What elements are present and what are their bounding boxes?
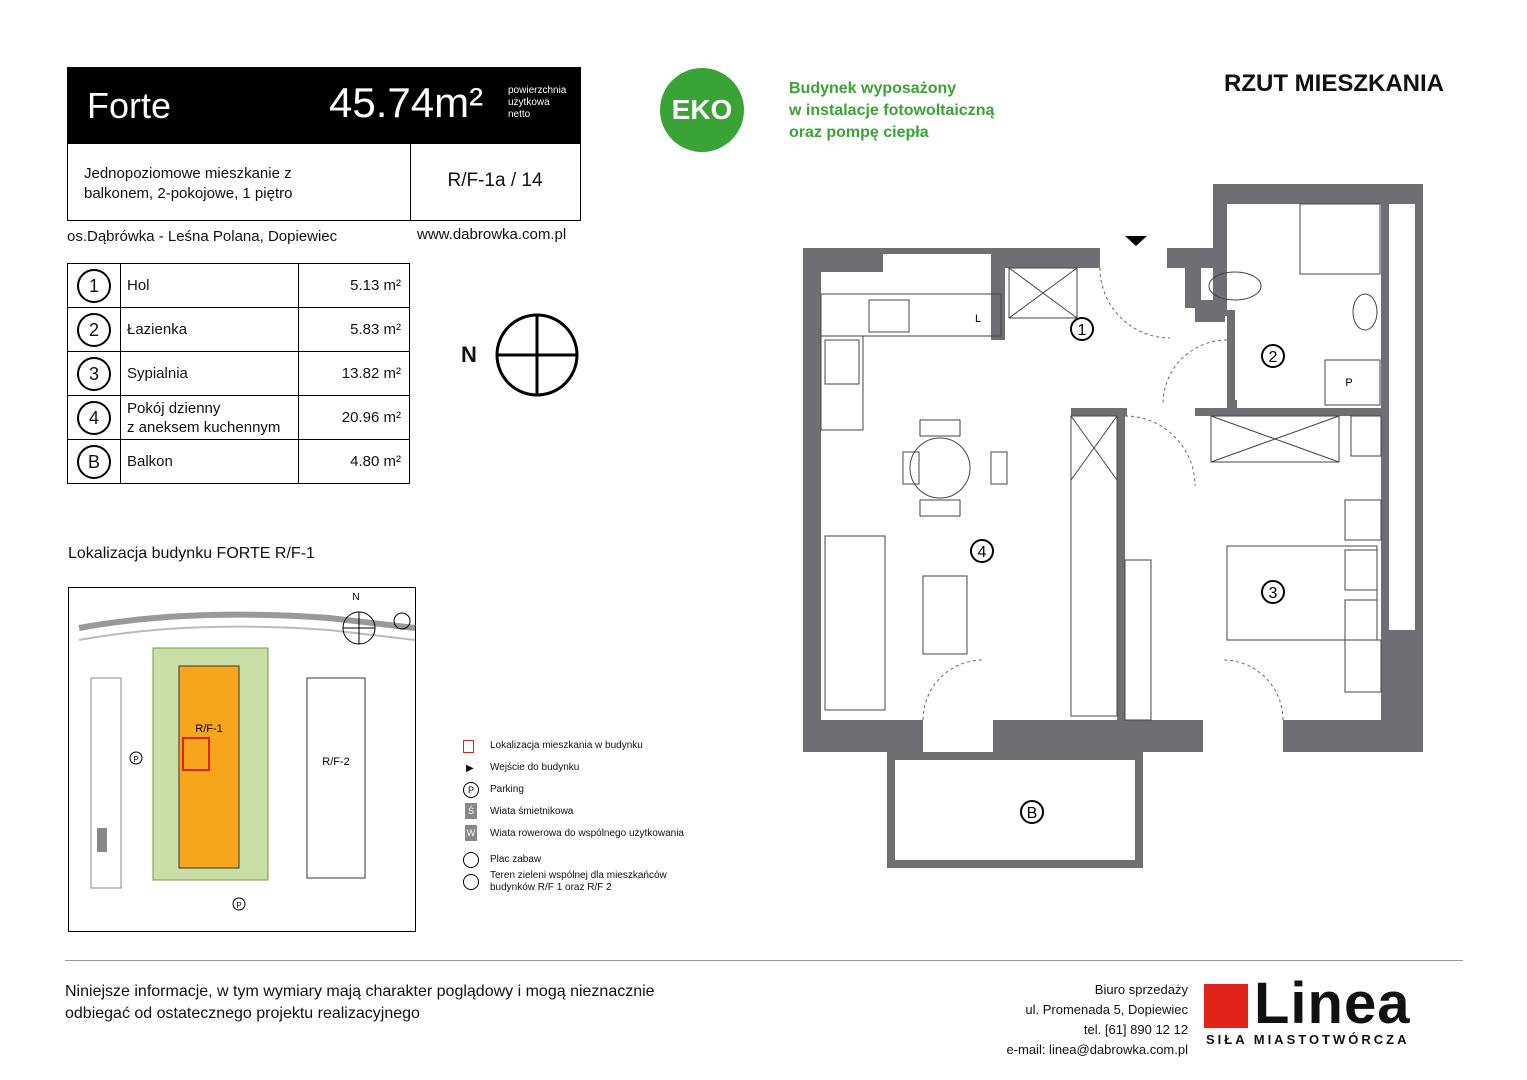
rooms-table: [67, 263, 410, 484]
sales-office: Biuro sprzedaży ul. Promenada 5, Dopiewiec tel. [61] 890 12 12 e-mail: linea@dabrowka.com.pl: [980, 980, 1188, 1060]
room-3-label: 3: [1268, 585, 1278, 602]
footer-divider: [65, 960, 1463, 961]
table-row: B Balkon 4.80 m²: [68, 440, 410, 484]
site-legend: Lokalizacja mieszkania w budynku ▶ Wejście do budynku P Parking Ś Wiata śmietnikowa W Wiata rowerowa do wspólnego użytkowania Plac zabaw Teren zieleni wspólnej dla mieszkańców budynków R/F 1 oraz R/F 2: [463, 740, 723, 894]
room-2-label: 2: [1268, 349, 1278, 366]
site-compass-label: N: [352, 592, 360, 603]
eko-badge: EKO: [660, 68, 744, 152]
room-1-label: 1: [1077, 322, 1087, 339]
compass-icon: [492, 312, 582, 402]
apartment-area: 45.74m²: [329, 79, 484, 126]
floor-plan: [795, 180, 1435, 822]
parking-label: P: [236, 901, 242, 910]
apartment-description: [67, 144, 581, 221]
investment-name: Forte: [87, 85, 172, 126]
building-rf2-label: R/F-2: [322, 756, 350, 768]
logo-square-icon: [1204, 984, 1248, 1028]
eko-text: Budynek wyposażony w instalacje fotowoltaiczną oraz pompę ciepła: [789, 80, 995, 141]
balcony-label: B: [1026, 805, 1038, 822]
parking-label: P: [133, 755, 139, 764]
fridge-label: L: [974, 313, 982, 325]
compass-label: N: [461, 342, 477, 367]
description-text: Jednopoziomowe mieszkanie z balkonem, 2-pokojowe, 1 piętro: [84, 165, 293, 202]
p-label: P: [1345, 377, 1353, 389]
apartment-code: R/F-1a / 14: [447, 170, 543, 191]
header-block: [67, 67, 581, 144]
disclaimer: Niniejsze informacje, w tym wymiary mają charakter poglądowy i mogą nieznacznie odbiegać od ostatecznego projektu realizacyjnego: [65, 983, 655, 1022]
area-caption: powierzchnia użytkowa netto: [508, 85, 567, 120]
site-map: [68, 587, 416, 932]
table-row: 4 Pokój dzienny z aneksem kuchennym 20.96 m²: [68, 396, 410, 440]
room-4-label: 4: [977, 544, 987, 561]
building-rf1-label: R/F-1: [195, 723, 223, 735]
location-text: os.Dąbrówka - Leśna Polana, Dopiewiec: [67, 228, 338, 245]
plan-title: RZUT MIESZKANIA: [1224, 70, 1444, 97]
table-row: 3 Sypialnia 13.82 m²: [68, 352, 410, 396]
site-map-title: Lokalizacja budynku FORTE R/F-1: [68, 545, 315, 562]
email-link[interactable]: e-mail: linea@dabrowka.com.pl: [1006, 1042, 1188, 1057]
table-row: 2 Łazienka 5.83 m²: [68, 308, 410, 352]
table-row: 1 Hol 5.13 m²: [68, 264, 410, 308]
website-link[interactable]: www.dabrowka.com.pl: [417, 226, 567, 243]
